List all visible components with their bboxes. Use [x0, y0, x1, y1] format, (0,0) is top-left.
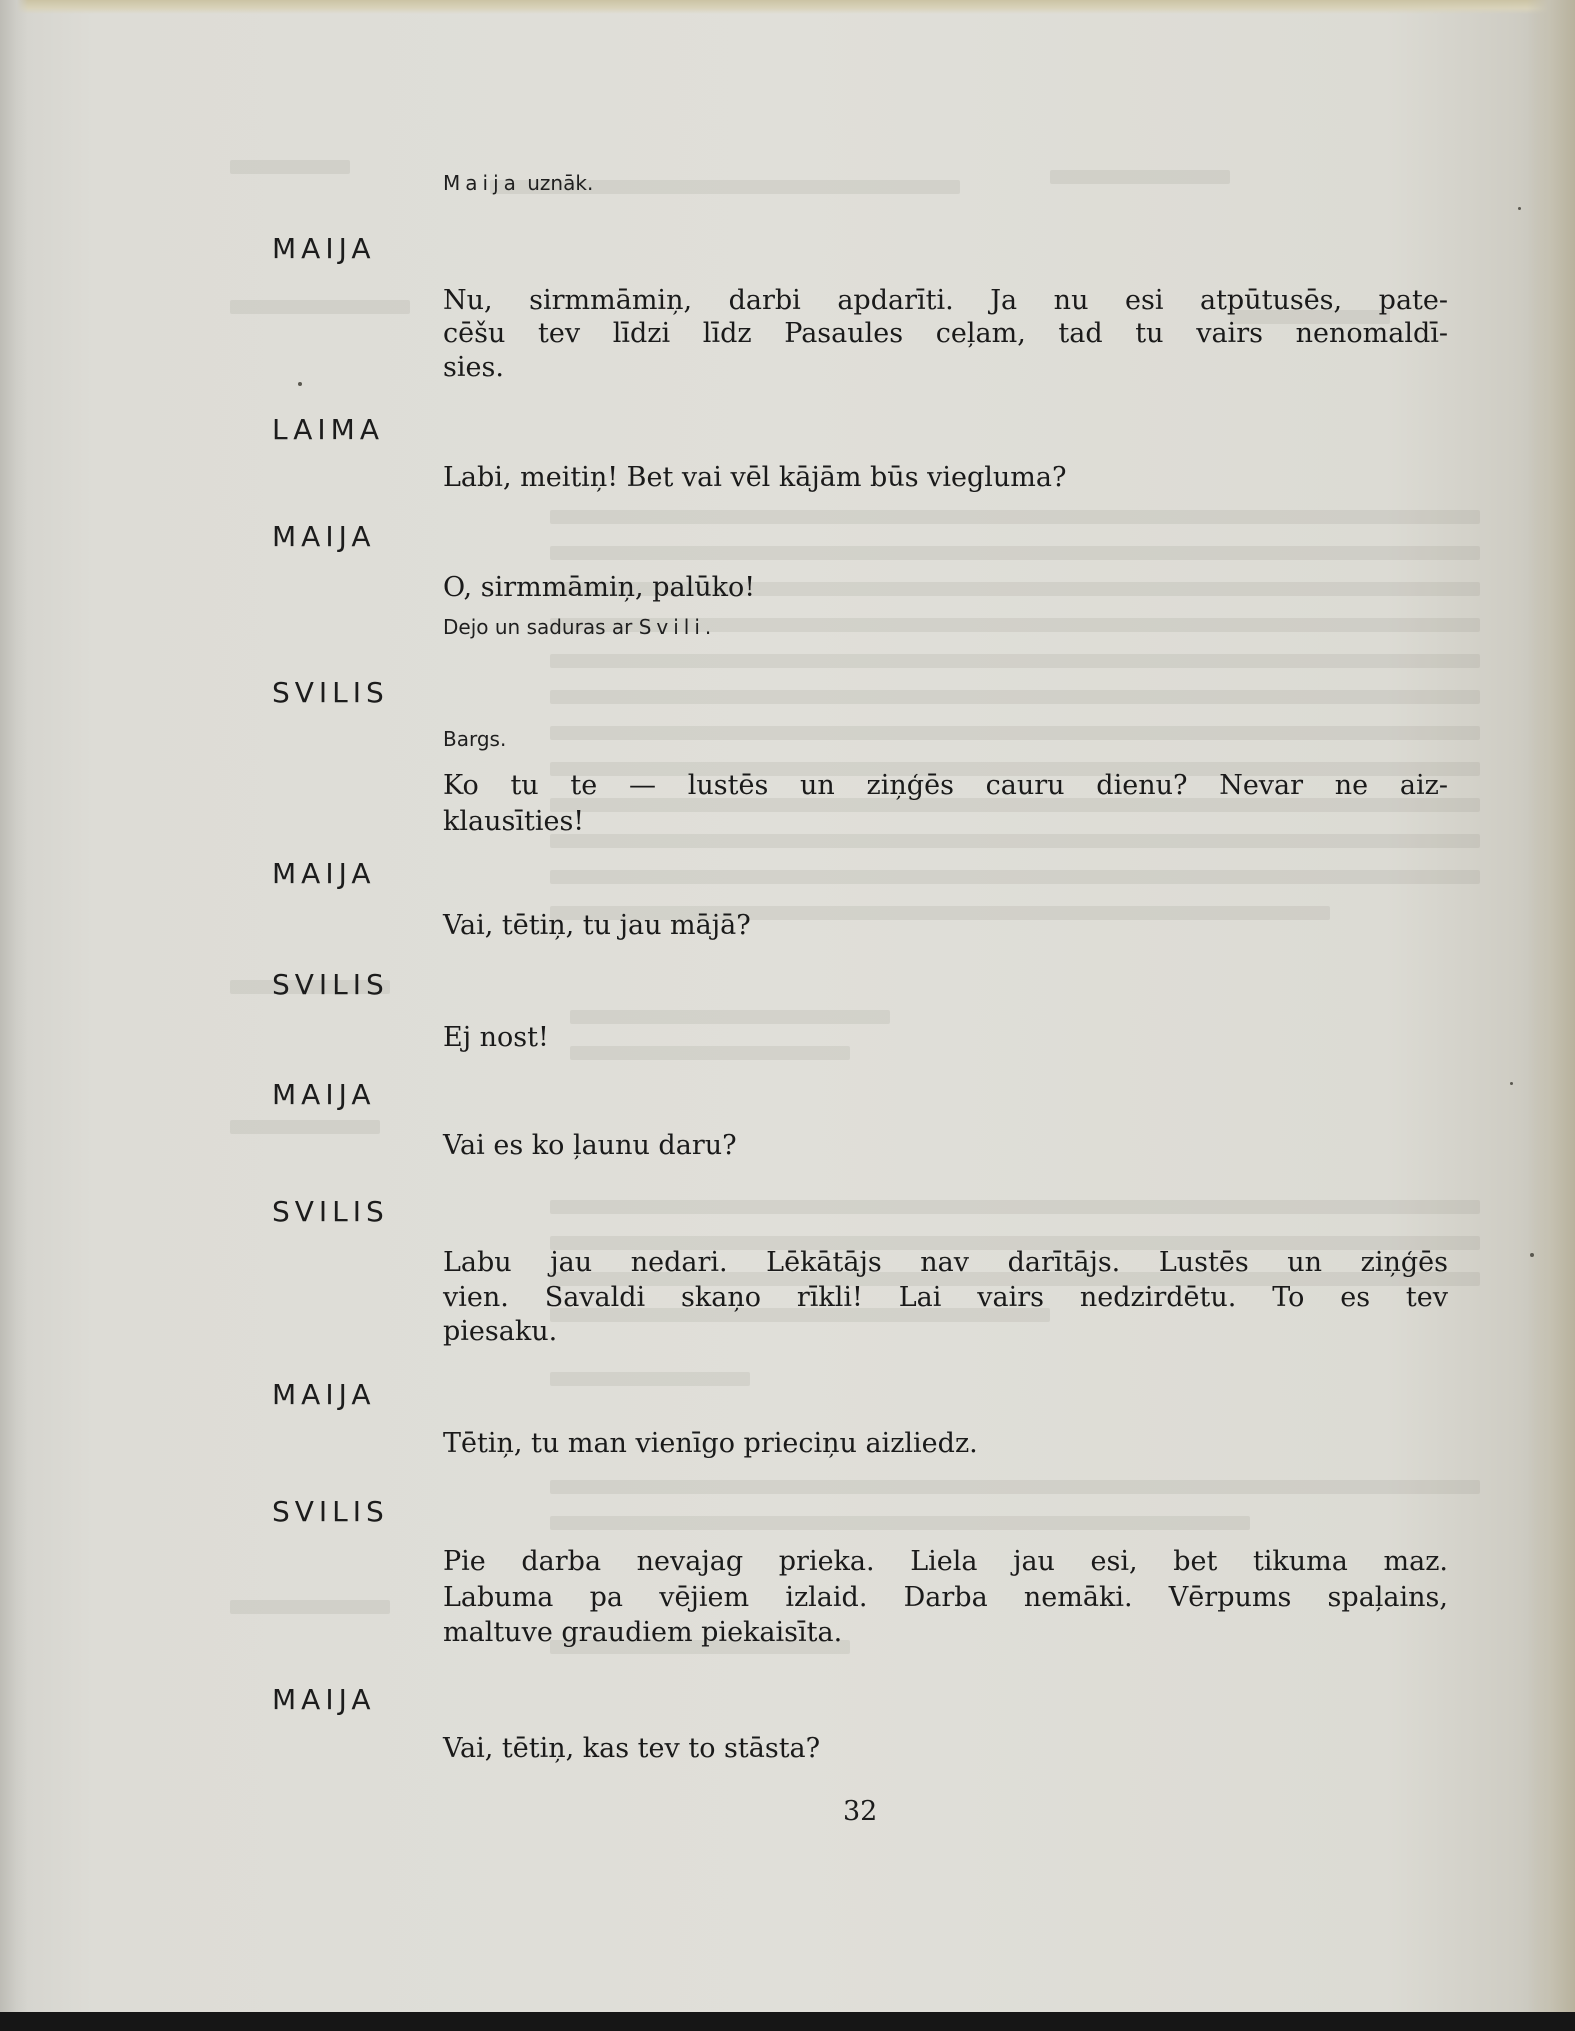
dialogue-line: maltuve graudiem piekaisīta.: [443, 1617, 843, 1648]
dialogue-line: Vai, tētiņ, kas tev to stāsta?: [443, 1733, 821, 1764]
dialogue-line: Labuma pa vējiem izlaid. Darba nemāki. Vērpums spaļains,: [443, 1582, 1448, 1613]
speaker-svilis: SVILIS: [272, 968, 389, 1001]
dialogue-line: Pie darba nevajag prieka. Liela jau esi, bet tikuma maz.: [443, 1546, 1448, 1577]
dialogue-line: Labi, meitiņ! Bet vai vēl kājām būs viegluma?: [443, 462, 1067, 493]
dialogue-line: Vai es ko ļaunu daru?: [443, 1130, 737, 1161]
paper-speck: [1530, 1253, 1534, 1257]
speaker-maija: MAIJA: [272, 857, 376, 890]
paper-speck: [1518, 207, 1521, 210]
stage-direction-text: Dejo un saduras ar: [443, 615, 633, 639]
stage-character-name: Svili.: [638, 615, 717, 639]
dialogue-line: Vai, tētiņ, tu jau mājā?: [443, 910, 751, 941]
speaker-maija: MAIJA: [272, 1378, 376, 1411]
speaker-svilis: SVILIS: [272, 1195, 389, 1228]
dialogue-line: Nu, sirmmāmiņ, darbi apdarīti. Ja nu esi atpūtusēs, pate-: [443, 285, 1448, 316]
stage-direction-stern: Bargs.: [443, 727, 507, 751]
dialogue-line: piesaku.: [443, 1316, 558, 1347]
dialogue-line: sies.: [443, 352, 504, 383]
speaker-laima: LAIMA: [272, 413, 384, 446]
dialogue-line: Ko tu te — lustēs un ziņģēs cauru dienu? Nevar ne aiz-: [443, 770, 1448, 801]
paper-speck: [298, 382, 302, 386]
speaker-maija: MAIJA: [272, 1683, 376, 1716]
paper-speck: [1510, 1082, 1513, 1085]
dialogue-line: cēšu tev līdzi līdz Pasaules ceļam, tad tu vairs nenomaldī-: [443, 318, 1448, 349]
dialogue-line: Tētiņ, tu man vienīgo prieciņu aizliedz.: [443, 1428, 978, 1459]
stage-character-name: Maija: [443, 171, 521, 195]
dialogue-line: Ej nost!: [443, 1022, 549, 1053]
scan-bottom-border: [0, 2012, 1575, 2031]
page-number: 32: [843, 1796, 878, 1827]
speaker-maija: MAIJA: [272, 232, 376, 265]
stage-direction-maija-enters: [443, 170, 593, 196]
speaker-maija: MAIJA: [272, 1078, 376, 1111]
speaker-maija: MAIJA: [272, 520, 376, 553]
dialogue-line: O, sirmmāmiņ, palūko!: [443, 572, 756, 603]
dialogue-line: Labu jau nedari. Lēkātājs nav darītājs. Lustēs un ziņģēs: [443, 1247, 1448, 1278]
stage-direction-collision: [443, 614, 716, 640]
speaker-svilis: SVILIS: [272, 676, 389, 709]
stage-direction-text: uznāk.: [527, 171, 594, 195]
dialogue-line: vien. Savaldi skaņo rīkli! Lai vairs nedzirdētu. To es tev: [443, 1282, 1448, 1313]
dialogue-line: klausīties!: [443, 806, 585, 837]
speaker-svilis: SVILIS: [272, 1495, 389, 1528]
